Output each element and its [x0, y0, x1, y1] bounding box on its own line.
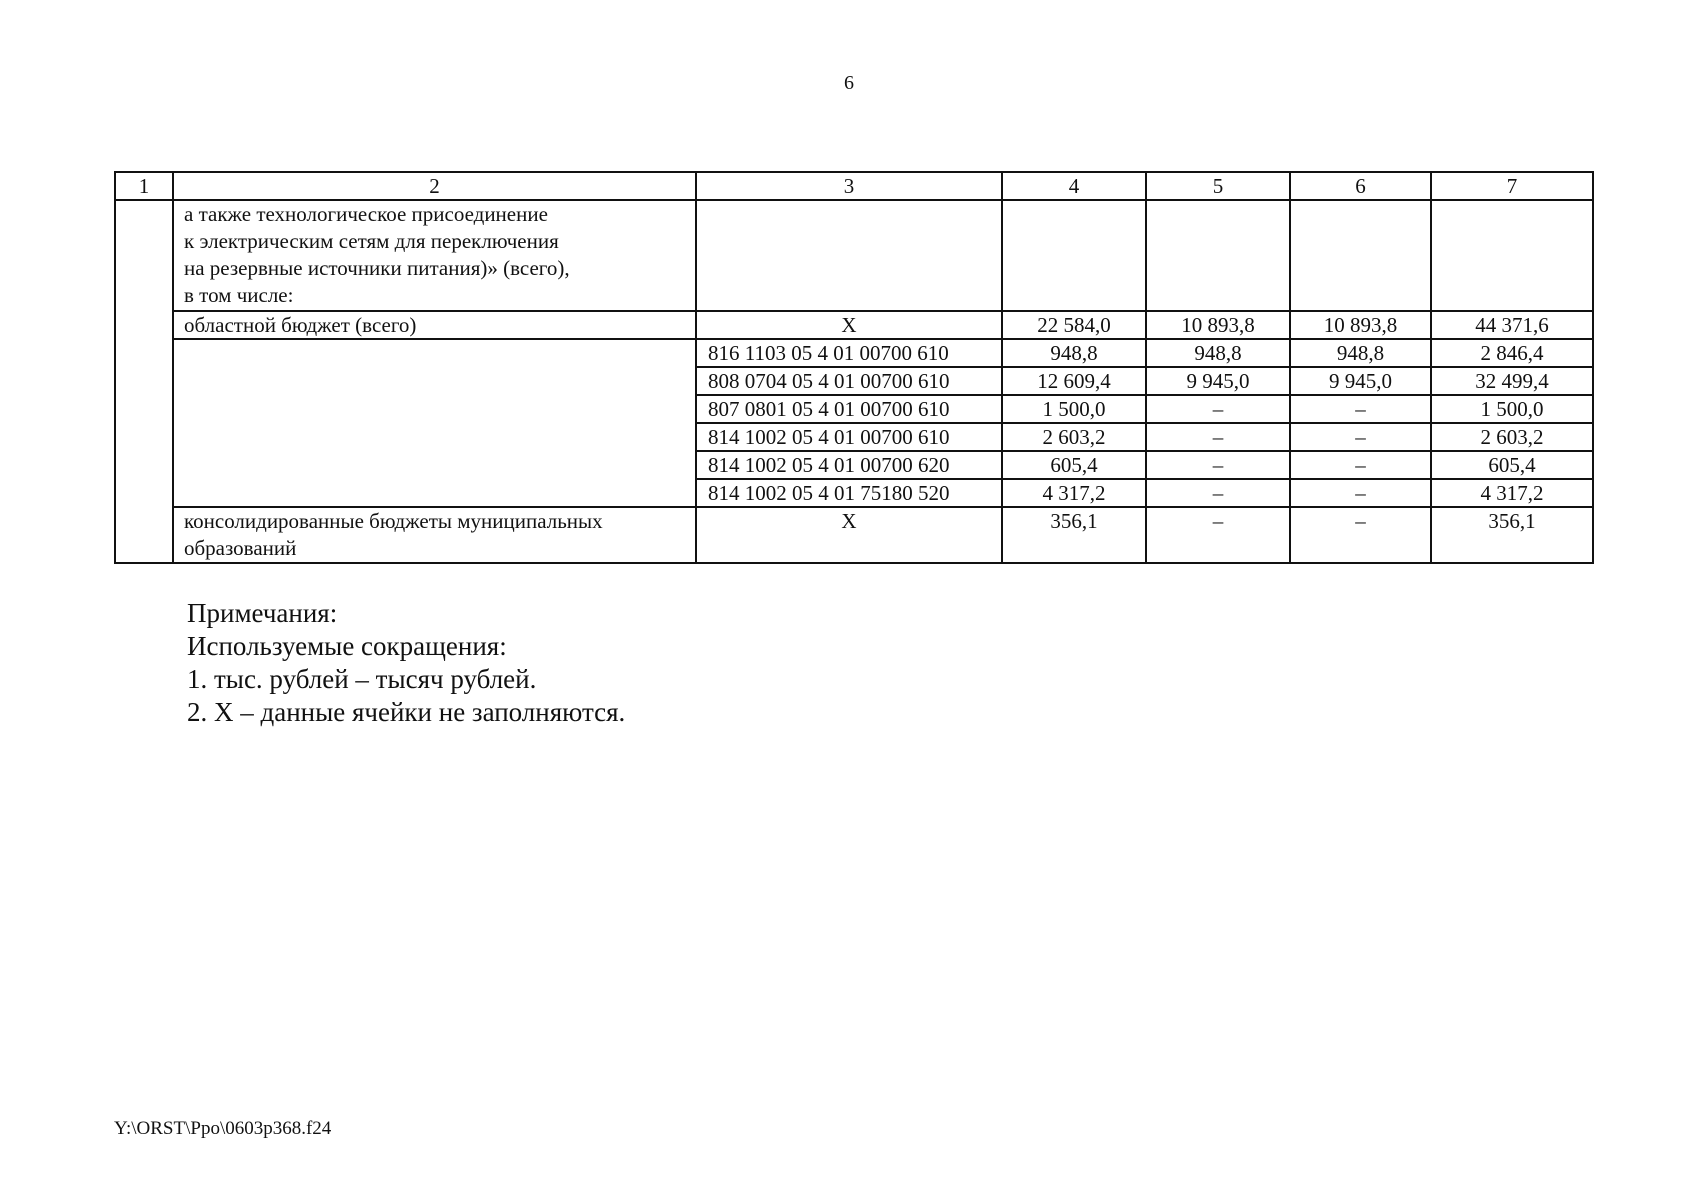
- empty-cell: [1290, 200, 1431, 311]
- value-cell: 948,8: [1002, 339, 1146, 367]
- header-cell-2: 2: [173, 172, 696, 200]
- regional-budget-label: областной бюджет (всего): [173, 311, 696, 339]
- municipal-label-line: образований: [184, 536, 297, 560]
- empty-cell: [173, 339, 696, 507]
- municipal-label-line: консолидированные бюджеты муниципальных: [184, 509, 603, 533]
- header-cell-3: 3: [696, 172, 1002, 200]
- intro-row: [115, 200, 1593, 311]
- value-cell: 12 609,4: [1002, 367, 1146, 395]
- value-cell: –: [1146, 451, 1290, 479]
- regional-budget-code: Х: [696, 311, 1002, 339]
- empty-cell: [696, 200, 1002, 311]
- budget-code-cell: 814 1002 05 4 01 00700 610: [696, 423, 1002, 451]
- budget-code-cell: 816 1103 05 4 01 00700 610: [696, 339, 1002, 367]
- header-cell-5: 5: [1146, 172, 1290, 200]
- value-cell: –: [1290, 479, 1431, 507]
- budget-code-cell: 807 0801 05 4 01 00700 610: [696, 395, 1002, 423]
- intro-text-cell: [173, 200, 696, 311]
- budget-table: [114, 171, 1594, 564]
- value-cell: –: [1290, 395, 1431, 423]
- municipal-budget-label: [173, 507, 696, 563]
- header-cell-7: 7: [1431, 172, 1593, 200]
- value-cell: 2 846,4: [1431, 339, 1593, 367]
- value-cell: 356,1: [1002, 507, 1146, 563]
- table-header-row: [115, 172, 1593, 200]
- notes-title: Примечания:: [187, 598, 338, 628]
- table-row: [115, 339, 1593, 367]
- municipal-budget-code: Х: [696, 507, 1002, 563]
- value-cell: 9 945,0: [1290, 367, 1431, 395]
- value-cell: –: [1290, 451, 1431, 479]
- value-cell: 948,8: [1290, 339, 1431, 367]
- abbreviations-title: Используемые сокращения:: [187, 631, 507, 661]
- value-cell: 10 893,8: [1290, 311, 1431, 339]
- intro-line: в том числе:: [184, 283, 294, 307]
- empty-cell: [1431, 200, 1593, 311]
- row-number-cell: [115, 200, 173, 563]
- value-cell: 1 500,0: [1002, 395, 1146, 423]
- budget-code-cell: 808 0704 05 4 01 00700 610: [696, 367, 1002, 395]
- regional-budget-row: [115, 311, 1593, 339]
- empty-cell: [1002, 200, 1146, 311]
- value-cell: –: [1146, 479, 1290, 507]
- note-item: 1. тыс. рублей – тысяч рублей.: [187, 664, 537, 694]
- value-cell: 948,8: [1146, 339, 1290, 367]
- value-cell: 2 603,2: [1002, 423, 1146, 451]
- header-cell-4: 4: [1002, 172, 1146, 200]
- note-item: 2. Х – данные ячейки не заполняются.: [187, 697, 626, 727]
- value-cell: 22 584,0: [1002, 311, 1146, 339]
- value-cell: 44 371,6: [1431, 311, 1593, 339]
- intro-line: а также технологическое присоединение: [184, 202, 548, 226]
- intro-line: на резервные источники питания)» (всего),: [184, 256, 570, 280]
- footer-file-path: Y:\ORST\Ppo\0603p368.f24: [114, 1118, 332, 1139]
- budget-code-cell: 814 1002 05 4 01 75180 520: [696, 479, 1002, 507]
- value-cell: 1 500,0: [1431, 395, 1593, 423]
- value-cell: 10 893,8: [1146, 311, 1290, 339]
- value-cell: 605,4: [1431, 451, 1593, 479]
- value-cell: 605,4: [1002, 451, 1146, 479]
- municipal-budget-row: [115, 507, 1593, 563]
- value-cell: –: [1290, 507, 1431, 563]
- header-cell-1: 1: [115, 172, 173, 200]
- header-cell-6: 6: [1290, 172, 1431, 200]
- page-number: 6: [844, 72, 854, 94]
- intro-line: к электрическим сетям для переключения: [184, 229, 559, 253]
- value-cell: 2 603,2: [1431, 423, 1593, 451]
- value-cell: –: [1290, 423, 1431, 451]
- value-cell: 4 317,2: [1431, 479, 1593, 507]
- value-cell: –: [1146, 423, 1290, 451]
- value-cell: 356,1: [1431, 507, 1593, 563]
- notes-section: [187, 597, 625, 729]
- value-cell: –: [1146, 507, 1290, 563]
- value-cell: –: [1146, 395, 1290, 423]
- value-cell: 4 317,2: [1002, 479, 1146, 507]
- value-cell: 9 945,0: [1146, 367, 1290, 395]
- budget-code-cell: 814 1002 05 4 01 00700 620: [696, 451, 1002, 479]
- empty-cell: [1146, 200, 1290, 311]
- value-cell: 32 499,4: [1431, 367, 1593, 395]
